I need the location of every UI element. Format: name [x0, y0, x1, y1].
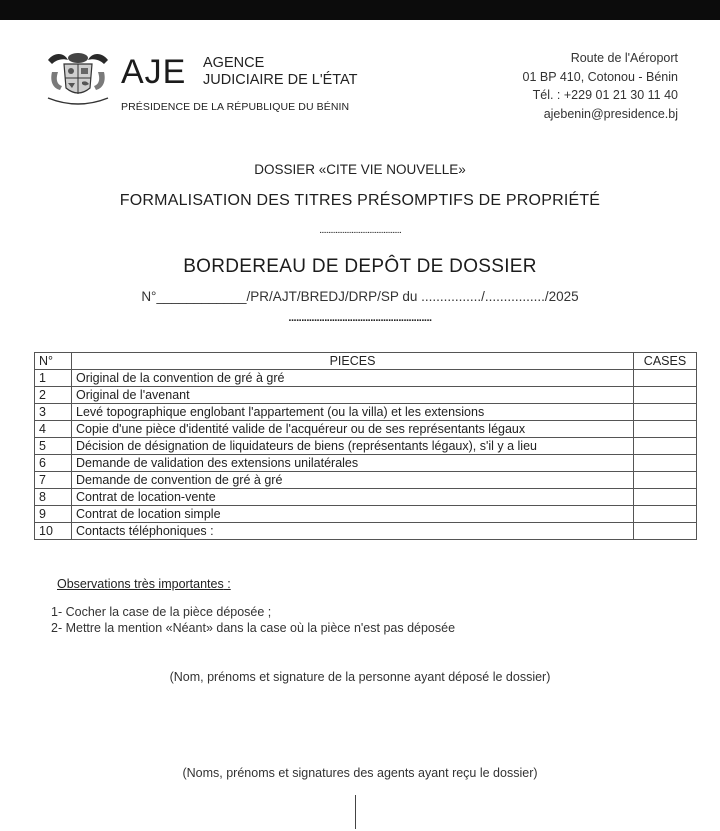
header-cases: CASES [634, 353, 697, 370]
separator-dots-1: .............................................. [319, 225, 401, 236]
table-row [35, 455, 697, 472]
row-case-cell [634, 438, 697, 455]
row-num: 5 [35, 438, 72, 455]
row-piece: Demande de validation des extensions unilatérales [72, 455, 634, 472]
bordereau-title: BORDEREAU DE DEPÔT DE DOSSIER [183, 256, 537, 277]
agency-name [203, 55, 358, 89]
observations-colon: : [223, 577, 231, 591]
row-num: 1 [35, 370, 72, 387]
row-num: 3 [35, 404, 72, 421]
table-row [35, 387, 697, 404]
row-case-cell [634, 472, 697, 489]
contact-phone: Tél. : +229 01 21 30 11 40 [532, 88, 678, 102]
agents-signature-label: (Noms, prénoms et signatures des agents ayant reçu le dossier) [182, 766, 538, 780]
table-row [35, 523, 697, 540]
benin-coat-of-arms-logo [44, 50, 112, 112]
row-piece: Original de l'avenant [72, 387, 634, 404]
row-num: 6 [35, 455, 72, 472]
row-piece: Contrat de location-vente [72, 489, 634, 506]
header-pieces: PIECES [72, 353, 634, 370]
signature-divider-line [355, 795, 356, 829]
agency-name-line-1: AGENCE [203, 55, 265, 71]
presidency-label: PRÉSIDENCE DE LA RÉPUBLIQUE DU BÉNIN [121, 101, 350, 113]
agency-name-line-2: JUDICIAIRE DE L'ÉTAT [203, 72, 358, 88]
contact-email: ajebenin@presidence.bj [543, 106, 678, 121]
row-case-cell [634, 370, 697, 387]
aje-acronym: AJE [121, 53, 187, 91]
row-case-cell [634, 523, 697, 540]
row-num: 2 [35, 387, 72, 404]
dossier-title: DOSSIER «CITE VIE NOUVELLE» [254, 162, 466, 177]
table-row [35, 421, 697, 438]
table-row [35, 370, 697, 387]
row-piece: Demande de convention de gré à gré [72, 472, 634, 489]
observations-list [51, 604, 455, 636]
table-row [35, 472, 697, 489]
row-num: 7 [35, 472, 72, 489]
top-black-bar [0, 0, 720, 20]
contact-address: Route de l'Aéroport [570, 51, 678, 65]
row-case-cell [634, 404, 697, 421]
row-piece: Contrat de location simple [72, 506, 634, 523]
separator-dots-2: ........................................................ [288, 312, 432, 324]
table-row [35, 489, 697, 506]
row-case-cell [634, 506, 697, 523]
header-num: N° [35, 353, 72, 370]
row-case-cell [634, 387, 697, 404]
row-case-cell [634, 455, 697, 472]
formalisation-title: FORMALISATION DES TITRES PRÉSOMPTIFS DE PROPRIÉTÉ [119, 192, 601, 209]
table-header-row [35, 353, 697, 370]
table-row [35, 404, 697, 421]
row-num: 8 [35, 489, 72, 506]
observation-item: 1- Cocher la case de la pièce déposée ; [51, 605, 272, 619]
row-case-cell [634, 489, 697, 506]
row-piece: Levé topographique englobant l'appartement (ou la villa) et les extensions [72, 404, 634, 421]
row-piece: Contacts téléphoniques : [72, 523, 634, 540]
observations-title: Observations très importantes [57, 577, 224, 591]
depositor-signature-label: (Nom, prénoms et signature de la personne ayant déposé le dossier) [169, 670, 551, 684]
pieces-table [34, 352, 697, 540]
row-piece: Original de la convention de gré à gré [72, 370, 634, 387]
row-num: 9 [35, 506, 72, 523]
row-num: 4 [35, 421, 72, 438]
contact-postal: 01 BP 410, Cotonou - Bénin [522, 69, 678, 84]
observation-item: 2- Mettre la mention «Néant» dans la case où la pièce n'est pas déposée [51, 621, 456, 635]
row-num: 10 [35, 523, 72, 540]
observations-heading [57, 577, 231, 591]
table-row [35, 506, 697, 523]
contact-block [523, 49, 678, 123]
row-case-cell [634, 421, 697, 438]
table-row [35, 438, 697, 455]
row-piece: Décision de désignation de liquidateurs de biens (représentants légaux), s'il y a lieu [72, 438, 634, 455]
row-piece: Copie d'une pièce d'identité valide de l'acquéreur ou de ses représentants légaux [72, 421, 634, 438]
reference-number-line: N°____________/PR/AJT/BREDJ/DRP/SP du ................/................/2025 [141, 289, 579, 304]
